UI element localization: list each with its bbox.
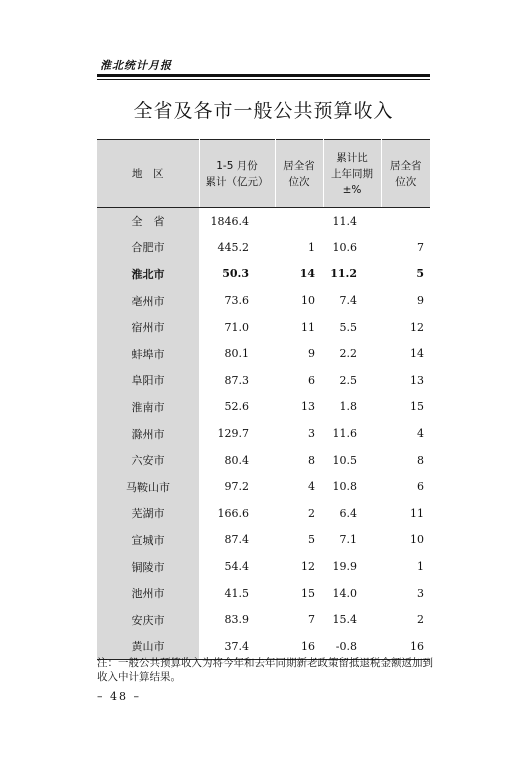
- col-header-rank-growth: 居全省 位次: [381, 140, 430, 208]
- table-row: [97, 287, 430, 314]
- table-row: [97, 394, 430, 421]
- cell-rank-growth: 3: [417, 586, 424, 600]
- cell-region: 蚌埠市: [97, 340, 199, 367]
- cell-growth: 7.1: [339, 533, 357, 547]
- col-header-amount: 1-5 月份 累计（亿元）: [199, 140, 275, 208]
- cell-rank-amount: 16: [275, 633, 323, 660]
- cell-rank-amount: 2: [308, 506, 315, 520]
- cell-rank-growth: 9: [417, 294, 424, 308]
- cell-region: 合肥市: [97, 234, 199, 261]
- cell-rank-growth: 11: [410, 506, 424, 520]
- col-header-rank-amount: 居全省 位次: [275, 140, 323, 208]
- cell-growth: 15.4: [332, 613, 357, 627]
- revenue-table: [97, 139, 430, 660]
- cell-amount: 83.9: [224, 613, 249, 627]
- cell-amount: 73.6: [224, 294, 249, 308]
- cell-region: 芜湖市: [97, 500, 199, 527]
- cell-growth: 10.6: [332, 240, 357, 254]
- table-row: [97, 500, 430, 527]
- table-row: [97, 261, 430, 288]
- cell-amount: 80.1: [224, 347, 249, 361]
- cell-region: 六安市: [97, 447, 199, 474]
- cell-region: 宣城市: [97, 527, 199, 554]
- cell-amount: 166.6: [217, 506, 249, 520]
- cell-region: 铜陵市: [97, 553, 199, 580]
- cell-growth: 6.4: [339, 506, 357, 520]
- cell-growth: 10.5: [332, 453, 357, 467]
- cell-region: 宿州市: [97, 314, 199, 341]
- cell-amount: 445.2: [217, 240, 249, 254]
- cell-growth: 2.2: [339, 347, 357, 361]
- cell-growth: 11.2: [330, 267, 357, 281]
- cell-rank-amount: 11: [301, 320, 315, 334]
- table-header-row: [97, 140, 430, 208]
- cell-rank-amount: 7: [308, 613, 315, 627]
- cell-growth: 2.5: [339, 373, 357, 387]
- cell-rank-growth: 5: [416, 267, 424, 281]
- col-header-growth: 累计比 上年同期 ±%: [323, 140, 381, 208]
- table-row: [97, 208, 430, 235]
- cell-rank-growth: 1: [417, 560, 424, 574]
- revenue-table-container: [97, 139, 430, 660]
- cell-rank-amount: 9: [308, 347, 315, 361]
- cell-region: 阜阳市: [97, 367, 199, 394]
- cell-amount: 1846.4: [210, 214, 249, 228]
- cell-rank-amount: 15: [301, 586, 315, 600]
- table-body: [97, 208, 430, 660]
- cell-region: 淮北市: [97, 261, 199, 288]
- cell-rank-growth: 2: [417, 613, 424, 627]
- cell-amount: 71.0: [224, 320, 249, 334]
- cell-rank-growth: 6: [417, 480, 424, 494]
- table-row: [97, 234, 430, 261]
- cell-rank-amount: 4: [308, 480, 315, 494]
- cell-region: 滁州市: [97, 420, 199, 447]
- table-row: [97, 314, 430, 341]
- cell-rank-growth: [381, 208, 430, 235]
- cell-amount: 37.4: [199, 633, 275, 660]
- cell-amount: 80.4: [224, 453, 249, 467]
- table-row: [97, 580, 430, 607]
- cell-rank-amount: 3: [308, 427, 315, 441]
- cell-rank-amount: [275, 208, 323, 235]
- cell-amount: 50.3: [222, 267, 249, 281]
- cell-rank-amount: 13: [301, 400, 315, 414]
- cell-growth: 19.9: [332, 560, 357, 574]
- cell-amount: 52.6: [224, 400, 249, 414]
- cell-rank-amount: 6: [308, 373, 315, 387]
- cell-rank-amount: 5: [308, 533, 315, 547]
- cell-amount: 41.5: [224, 586, 249, 600]
- cell-rank-growth: 13: [410, 373, 424, 387]
- cell-amount: 87.4: [224, 533, 249, 547]
- cell-region: 亳州市: [97, 287, 199, 314]
- page-number: – 48 –: [97, 690, 141, 703]
- cell-rank-amount: 10: [301, 294, 315, 308]
- cell-rank-amount: 1: [308, 240, 315, 254]
- cell-growth: 11.6: [332, 427, 357, 441]
- cell-growth: 10.8: [332, 480, 357, 494]
- cell-growth: 7.4: [339, 294, 357, 308]
- table-row: [97, 473, 430, 500]
- cell-rank-growth: 16: [381, 633, 430, 660]
- table-row: [97, 340, 430, 367]
- cell-growth: 1.8: [339, 400, 357, 414]
- cell-amount: 87.3: [224, 373, 249, 387]
- page-title: 全省及各市一般公共预算收入: [133, 100, 394, 122]
- cell-growth: 5.5: [339, 320, 357, 334]
- cell-rank-growth: 4: [417, 427, 424, 441]
- table-row: [97, 420, 430, 447]
- table-row: [97, 553, 430, 580]
- cell-amount: 129.7: [217, 427, 249, 441]
- cell-rank-growth: 10: [410, 533, 424, 547]
- cell-rank-growth: 12: [410, 320, 424, 334]
- cell-rank-growth: 15: [410, 400, 424, 414]
- header-rule-thin: [97, 79, 430, 80]
- cell-rank-growth: 7: [417, 240, 424, 254]
- cell-rank-growth: 14: [410, 347, 424, 361]
- cell-region: 马鞍山市: [97, 473, 199, 500]
- cell-amount: 54.4: [224, 560, 249, 574]
- cell-region: 黄山市: [97, 633, 199, 660]
- cell-region: 池州市: [97, 580, 199, 607]
- cell-amount: 97.2: [224, 480, 249, 494]
- table-row: [97, 447, 430, 474]
- cell-rank-amount: 12: [301, 560, 315, 574]
- header-rule-thick: [97, 74, 430, 77]
- cell-growth: 14.0: [332, 586, 357, 600]
- table-row: [97, 527, 430, 554]
- cell-growth: -0.8: [323, 633, 381, 660]
- table-row: [97, 606, 430, 633]
- cell-region: 安庆市: [97, 606, 199, 633]
- cell-growth: 11.4: [332, 214, 357, 228]
- cell-region: 全 省: [97, 208, 199, 235]
- cell-rank-amount: 14: [299, 267, 315, 281]
- table-row: [97, 367, 430, 394]
- cell-rank-growth: 8: [417, 453, 424, 467]
- cell-rank-amount: 8: [308, 453, 315, 467]
- col-header-region: 地 区: [97, 140, 199, 208]
- footnote: 注：一般公共预算收入为将今年和去年同期新老政策留抵退税金额返加到收入中计算结果。: [97, 657, 433, 683]
- cell-region: 淮南市: [97, 394, 199, 421]
- publication-header: 淮北统计月报: [100, 59, 172, 72]
